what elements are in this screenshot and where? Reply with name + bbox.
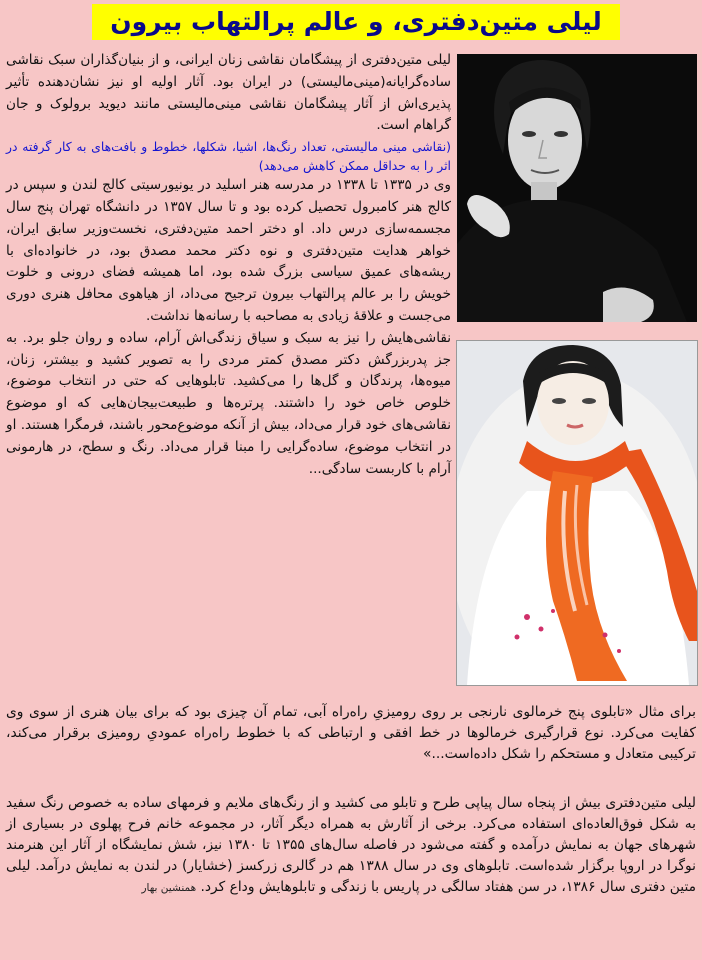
page-title: لیلی متین‌دفتری، و عالم پرالتهاب بیرون: [92, 4, 620, 40]
painting-image: [456, 340, 698, 686]
career-paragraph: [6, 793, 696, 899]
portrait-photo: [457, 54, 697, 322]
minimalism-note: (نقاشی مینی مالیستی، تعداد رنگ‌ها، اشیا، شکلها، خطوط و بافت‌های به کار گرفته در اثر را به حداقل ممکن کاهش می‌دهد): [6, 139, 451, 174]
biography-paragraph: وی در ۱۳۳۵ تا ۱۳۳۸ در مدرسه هنر اسلید در یونیورسیتی کالج لندن و سپس در کالج هنر کامبرول تحصیل کرده بود و تا سال ۱۳۵۷ در دانشگاه تهران پنج سال مجسمه‌سازی درس داد. او دختر احمد متین‌دفتری، نخست‌وزیر سابق ایران، خواهر هدایت متین‌دفتری و نوه دکتر محمد مصدق بود، در خانواده‌ای با ریشه‌های عمیق سیاسی بزرگ شده بود، اما همیشه فضای درونی و خلوت خویش را بر عالم پرالتهاب بیرون ترجیح می‌داد، از هیاهوی محافل هنری دوری می‌جست و علاقهٔ زیادی به مصاحبه با رسانه‌ها نداشت.: [6, 177, 451, 324]
signature: همنشین بهار: [141, 882, 197, 894]
top-column: [6, 50, 451, 480]
example-text: برای مثال «تابلوی پنج خرمالوی نارنجی بر روی رومیزیِ راه‌راه آبی، تمام آن چیزی بود که برای بیان هنری از سوی وی کفایت می‌کرد. نوع قرارگیری خرمالوها در خط افقی و ارتباطی که با خطوط راه‌راه عمودیِ رومیزی برقرار می‌کند، ترکیبی متعادل و مستحکم را شکل داده‌است...»: [6, 704, 696, 762]
style-paragraph: نقاشی‌هایش را نیز به سبک و سیاق زندگی‌اش آرام، ساده و روان جلو برد. به جز پدربزرگش دکتر مصدق کمتر مردی را به تصویر کشید و بیشتر، زنان، میوه‌ها، پرندگان و گل‌ها را می‌کشید. تابلوهایی که حتی در انتخاب موضوع، خلوص خاص خود را داشتند. پرتره‌ها و طبیعت‌بیجان‌هایی که او موضوع نقاشی‌های خود قرار می‌داد، بیش از آنکه موضوع‌محور باشند، فرمگرا هستند. او در انتخاب موضوع، ساده‌گرایی را مبنا قرار می‌داد. رنگ و سطح، در هارمونی آرام با کاربست سادگی...: [6, 329, 451, 477]
intro-paragraph: لیلی متین‌دفتری از پیشگامان نقاشی زنان ایرانی، و از بنیان‌گذاران سبک نقاشی ساده‌گرایانه(مینی‌مالیستی) در ایران بود. آثار اولیه او نیز نشان‌دهنده تأثیر پذیری‌اش از آثار پیشگامان نقاشی مینی‌مالیستی مانند دیوید برولوک و جان گراهام است.: [6, 52, 451, 134]
example-paragraph: [6, 702, 696, 765]
career-text: لیلی متین‌دفتری بیش از پنجاه سال پیاپی طرح و تابلو می کشید و از رنگ‌های ملایم و فرمهای ساده به خصوص رنگ سفید به شکل فوق‌العاده‌ای استفاده می‌کرد. برخی از آثارش به همراه دیگر آثار، در مجموعه خانم فرح پهلوی در بسیاری از شهرهای جهان به نمایش درآمده و گفته می‌شود در فاصله سال‌های ۱۳۵۵ تا ۱۳۸۰ نیز، شش نمایشگاه از آثار این هنرمند نوگرا در اروپا برگزار شده‌است. تابلوهای وی در سال ۱۳۸۸ هم در گالری زرکسز (خشایار) در لندن به نمایش درآمد. لیلی متین دفتری سال ۱۳۸۶، در سن هفتاد سالگی در پاریس با زندگی و تابلوهایش وداع کرد.: [6, 795, 696, 895]
